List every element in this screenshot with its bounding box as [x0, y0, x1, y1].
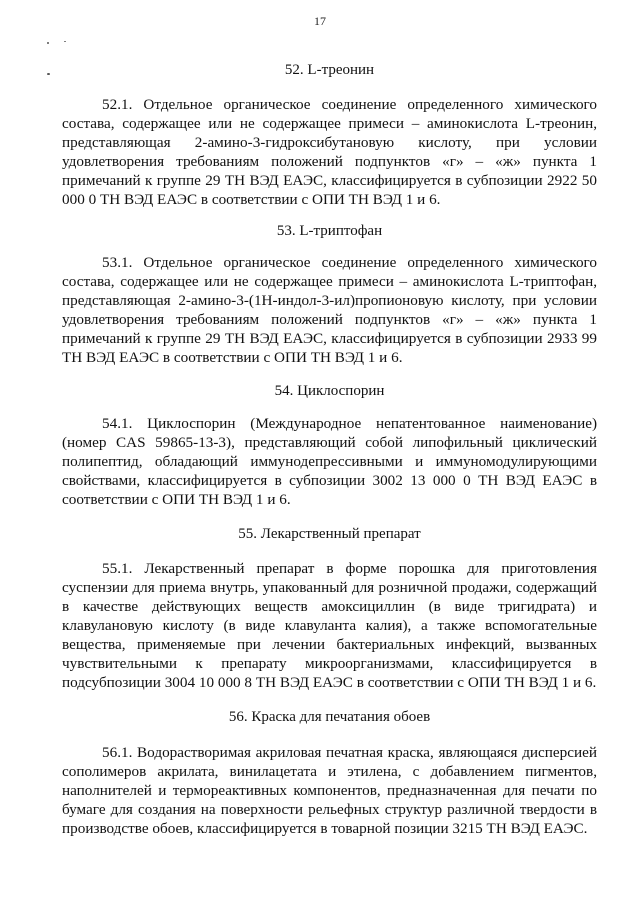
scan-speck [64, 41, 66, 42]
section-text-55-1: 55.1. Лекарственный препарат в форме порошка для приготовления суспензии для приема внутрь, упакованный для розничной продажи, содержащий в качестве действующих веществ амоксициллин (в виде тригидрата) и клавулановую кислоту (в виде клавуланта калия), а также вспомогательные вещества, применяемые при лечении бактериальных инфекций, вызванных чувствительными к препарату микроорганизмами, классифицируется в подсубпозиции 3004 10 000 8 ТН ВЭД ЕАЭС в соответствии с ОПИ ТН ВЭД 1 и 6. [62, 560, 597, 691]
section-heading-55: 55. Лекарственный препарат [238, 526, 421, 542]
section-text-56-1: 56.1. Водорастворимая акриловая печатная краска, являющаяся дисперсией сополимеров акрилата, винилацетата и этилена, с добавлением пигментов, наполнителей и термореактивных компонентов, предназначенная для печати по бумаге для создания на поверхности рельефных структур различной твердости в производстве обоев, классифицируется в товарной позиции 3215 ТН ВЭД ЕАЭС. [62, 744, 597, 837]
scan-speck [47, 42, 49, 44]
section-heading-52: 52. L-треонин [284, 62, 375, 78]
section-text-52-1: 52.1. Отдельное органическое соединение определенного химического состава, содержащее или не содержащее примеси – аминокислота L-треонин, представляющая 2-амино-3-гидроксибутановую кислоту, при условии удовлетворения требованиям положений подпунктов «г» – «ж» пункта 1 примечаний к группе 29 ТН ВЭД ЕАЭС, классифицируется в субпозиции 2922 50 000 0 ТН ВЭД ЕАЭС в соответствии с ОПИ ТН ВЭД 1 и 6. [62, 96, 597, 208]
section-heading-56: 56. Краска для печатания обоев [228, 709, 431, 725]
page-number: 17 [314, 14, 326, 28]
section-heading-53: 53. L-триптофан [276, 223, 383, 239]
document-body [62, 60, 597, 838]
scan-speck [47, 73, 50, 75]
section-heading-54: 54. Циклоспорин [274, 383, 385, 399]
section-text-53-1: 53.1. Отдельное органическое соединение определенного химического состава, содержащее или не содержащее примеси – аминокислота L-триптофан, представляющая 2-амино-3-(1Н-индол-3-ил)пропионовую кислоту, при условии удовлетворения требованиям положений подпунктов «г» – «ж» пункта 1 примечаний к группе 29 ТН ВЭД ЕАЭС, классифицируется в субпозиции 2933 99 ТН ВЭД ЕАЭС в соответствии с ОПИ ТН ВЭД 1 и 6. [62, 254, 597, 366]
section-text-54-1: 54.1. Циклоспорин (Международное непатентованное наименование) (номер CAS 59865-13-3), представляющий собой липофильный циклический полипептид, обладающий иммунодепрессивными и иммуномодулирующими свойствами, классифицируется в субпозиции 3002 13 000 0 ТН ВЭД ЕАЭС в соответствии с ОПИ ТН ВЭД 1 и 6. [62, 415, 597, 508]
